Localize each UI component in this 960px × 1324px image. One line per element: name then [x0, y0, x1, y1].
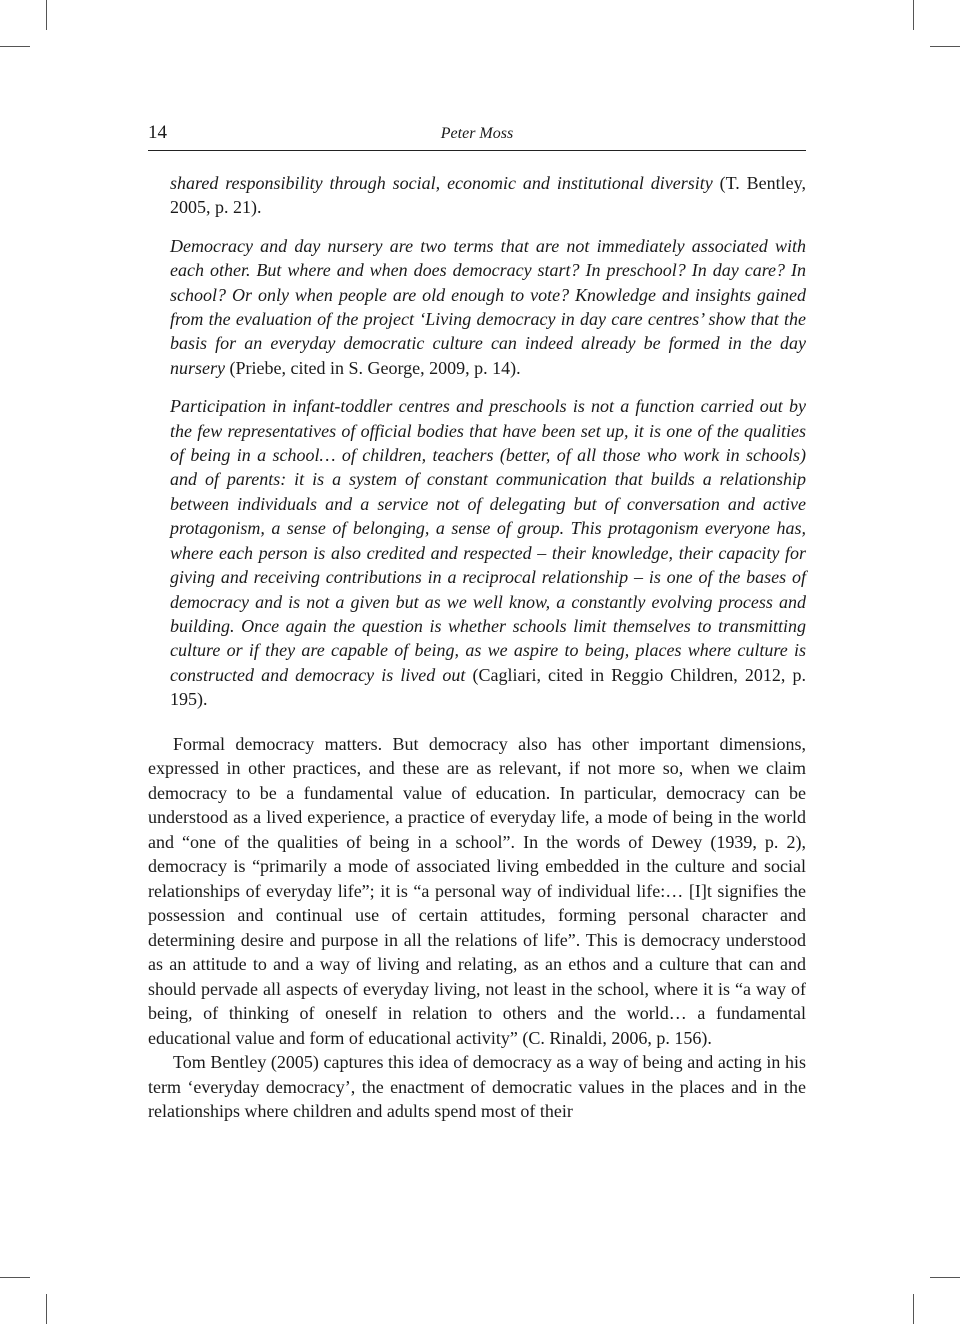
page-number: 14: [148, 122, 167, 143]
block-quote-bentley: [170, 171, 806, 220]
crop-mark-bottom-right: [913, 1294, 914, 1324]
quote-citation: (Cagliari, cited in Reggio Children, 2012, p. 195).: [170, 664, 806, 710]
quote-text: Participation in infant-toddler centres and preschools is not a function carried out by the few representatives of official bodies that have been set up, it is one of the qualities of being in a school… of children, teachers (better, of all those who work in schools) and of parents: it is a system of constant communication that builds a relationship between individuals and a service not of delegating but of conversation and active protagonism, a sense of belonging, a sense of group. This protagonism everyone has, where each person is also credited and respected – their knowledge, their capacity for giving and receiving contributions in a reciprocal relationship – is one of the bases of democracy and is not a given but as we well know, a constantly evolving process and building. Once again the question is whether schools limit themselves to transmitting culture or if they are capable of being, as we aspire to being, places where culture is constructed and democracy is lived out: [170, 396, 806, 685]
quote-citation: (T. Bentley, 2005, p. 21).: [170, 173, 806, 218]
crop-mark-top-right-horizontal: [930, 46, 960, 47]
crop-mark-top-left: [46, 0, 47, 30]
crop-mark-bottom-left: [46, 1294, 47, 1324]
running-header: [148, 118, 806, 151]
paragraph-tom-bentley: Tom Bentley (2005) captures this idea of democracy as a way of being and acting in his term ‘everyday democracy’, the enactment of democratic values in the places and in the relationships where children and adults spend most of their: [148, 1052, 806, 1122]
paragraph-formal-democracy: Formal democracy matters. But democracy also has other important dimensions, expressed in other practices, and these are as relevant, if not more so, when we claim democracy to be a fundamental value of education. In particular, democracy can be understood as a lived experience, a practice of everyday life, a mode of being in the world and “one of the qualities of being in a school”. In the words of Dewey (1939, p. 2), democracy is “primarily a mode of associated living embedded in the culture and social relationships of everyday life”; it is “a personal way of individual life:… [I]t signifies the possession and continual use of certain attitudes, forming personal character and determining desire and purpose in all the relations of life”. This is democracy understood as an attitude to and a way of living and relating, as an ethos and a culture that can and should pervade all aspects of everyday living, not least in the school, where it is “a way of being, of thinking of oneself in relation to others and the world… a fundamental educational value and form of educational activity” (C. Rinaldi, 2006, p. 156).: [148, 733, 806, 1048]
crop-mark-bottom-right-horizontal: [930, 1277, 960, 1278]
block-quote-cagliari: [170, 394, 806, 711]
crop-mark-top-left-horizontal: [0, 46, 30, 47]
book-page: [148, 118, 806, 1124]
running-head-author: Peter Moss: [440, 125, 514, 142]
crop-mark-top-right: [913, 0, 914, 30]
quote-citation: (Priebe, cited in S. George, 2009, p. 14).: [229, 357, 521, 378]
crop-mark-bottom-left-horizontal: [0, 1277, 30, 1278]
quote-text: shared responsibility through social, economic and institutional diversity: [170, 173, 713, 193]
body-text: [148, 732, 806, 1124]
quote-text: Democracy and day nursery are two terms that are not immediately associated with each other. But where and when does democracy start? In preschool? In day care? In school? Or only when people are old enough to vote? Knowledge and insights gained from the evaluation of the project ‘Living democracy in day care centres’ show that the basis for an everyday democratic culture can indeed already be formed in the day nursery: [170, 235, 806, 378]
block-quote-priebe: [170, 234, 806, 380]
